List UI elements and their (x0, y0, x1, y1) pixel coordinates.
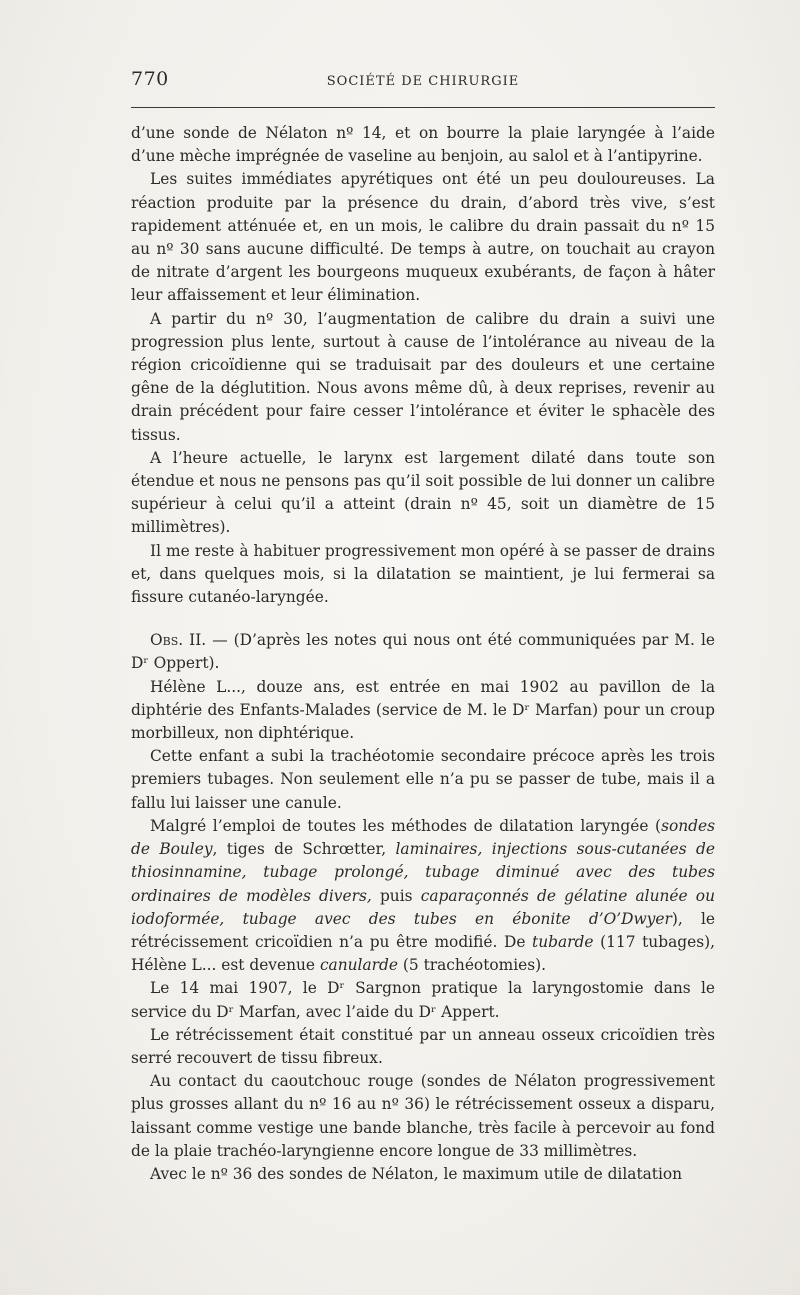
paragraph: A partir du nº 30, l’augmentation de calibre du drain a suivi une progression plus lente, surtout à cause de l’intolérance au niveau de la région cricoïdienne qui se traduisait par des douleurs et une certaine gêne de la déglutition. Nous avons même dû, à deux reprises, revenir au drain précédent pour faire cesser l’intolérance et éviter le sphacèle des tissus. (131, 309, 715, 444)
paragraph: Hélène L..., douze ans, est entrée en mai 1902 au pavillon de la diphtérie des Enfants-Malades (service de M. le Dʳ Marfan) pour un croup morbilleux, non diphtérique. (131, 677, 715, 743)
paragraph: Le rétrécissement était constitué par un anneau osseux cricoïdien très serré recouvert de tissu fibreux. (131, 1025, 715, 1067)
text-run: (5 trachéotomies). (397, 956, 547, 975)
running-head: SOCIÉTÉ DE CHIRURGIE (326, 74, 520, 89)
observation-heading (131, 629, 715, 675)
italic-run: tubarde (532, 932, 594, 951)
text-run: ), le rétrécissement cricoïdien n’a pu être modifié. De (131, 909, 715, 951)
header-rule (131, 107, 715, 108)
text-run: puis (371, 886, 421, 905)
text-run: Malgré l’emploi de toutes les méthodes de dilatation laryngée ( (150, 816, 662, 835)
observation-label: Obs. II. (150, 631, 207, 650)
paragraph: Les suites immédiates apyrétiques ont été un peu douloureuses. La réaction produite par la présence du drain, d’abord très vive, s’est rapidement atténuée et, en un mois, le calibre du drain passait du nº 15 au nº 30 sans aucune difficulté. De temps à autre, on touchait au crayon de nitrate d’argent les bourgeons muqueux exubérants, de façon à hâter leur affaissement et leur élimination. (131, 170, 715, 305)
paragraph: Le 14 mai 1907, le Dʳ Sargnon pratique la laryngostomie dans le service du Dʳ Marfan, avec l’aide du Dʳ Appert. (131, 979, 715, 1021)
italic-run: laminaires, injections sous-cutanées de thiosinnamine, tubage prolongé, tubage diminué avec des tubes ordinaires de modèles divers, (131, 840, 715, 905)
paragraph: d’une sonde de Nélaton nº 14, et on bourre la plaie laryngée à l’aide d’une mèche imprégnée de vaseline au benjoin, au salol et à l’antipyrine. (131, 124, 715, 166)
page-number: 770 (131, 68, 169, 90)
text-run: , tiges de Schrœtter, (212, 840, 396, 859)
paragraph: Cette enfant a subi la trachéotomie secondaire précoce après les trois premiers tubages. Non seulement elle n’a pu se passer de tube, mais il a fallu lui laisser une canule. (131, 747, 715, 812)
paragraph: A l’heure actuelle, le larynx est largement dilaté dans toute son étendue et nous ne pensons pas qu’il soit possible de lui donner un calibre supérieur à celui qu’il a atteint (drain nº 45, soit un diamètre de 15 millimètres). (131, 448, 715, 537)
section-gap (131, 609, 715, 629)
paragraph (131, 815, 715, 977)
paragraph: Il me reste à habituer progressivement mon opéré à se passer de drains et, dans quelques mois, si la dilatation se maintient, je lui fermerai sa fissure cutanéo-laryngée. (131, 541, 715, 607)
italic-run: caparaçonnés de gélatine alunée ou iodoformée, tubage avec des tubes en ébonite d’O’Dwyer (131, 886, 715, 928)
page-header (131, 68, 715, 96)
italic-run: canularde (319, 956, 398, 975)
italic-run: sondes de Bouley (131, 816, 715, 859)
paragraph: Au contact du caoutchouc rouge (sondes de Nélaton progressivement plus grosses allant du nº 16 au nº 36) le rétrécissement osseux a disparu, laissant comme vestige une bande blanche, très facile à percevoir au fond de la plaie trachéo-laryngienne encore longue de 33 millimètres. (131, 1072, 715, 1160)
body-text (131, 122, 715, 1186)
text-run: (117 tubages), Hélène L... est devenue (131, 932, 715, 975)
paragraph: Avec le nº 36 des sondes de Nélaton, le maximum utile de dilatation (150, 1164, 683, 1183)
observation-source: — (D’après les notes qui nous ont été communiquées par M. le Dʳ Oppert). (131, 631, 715, 673)
